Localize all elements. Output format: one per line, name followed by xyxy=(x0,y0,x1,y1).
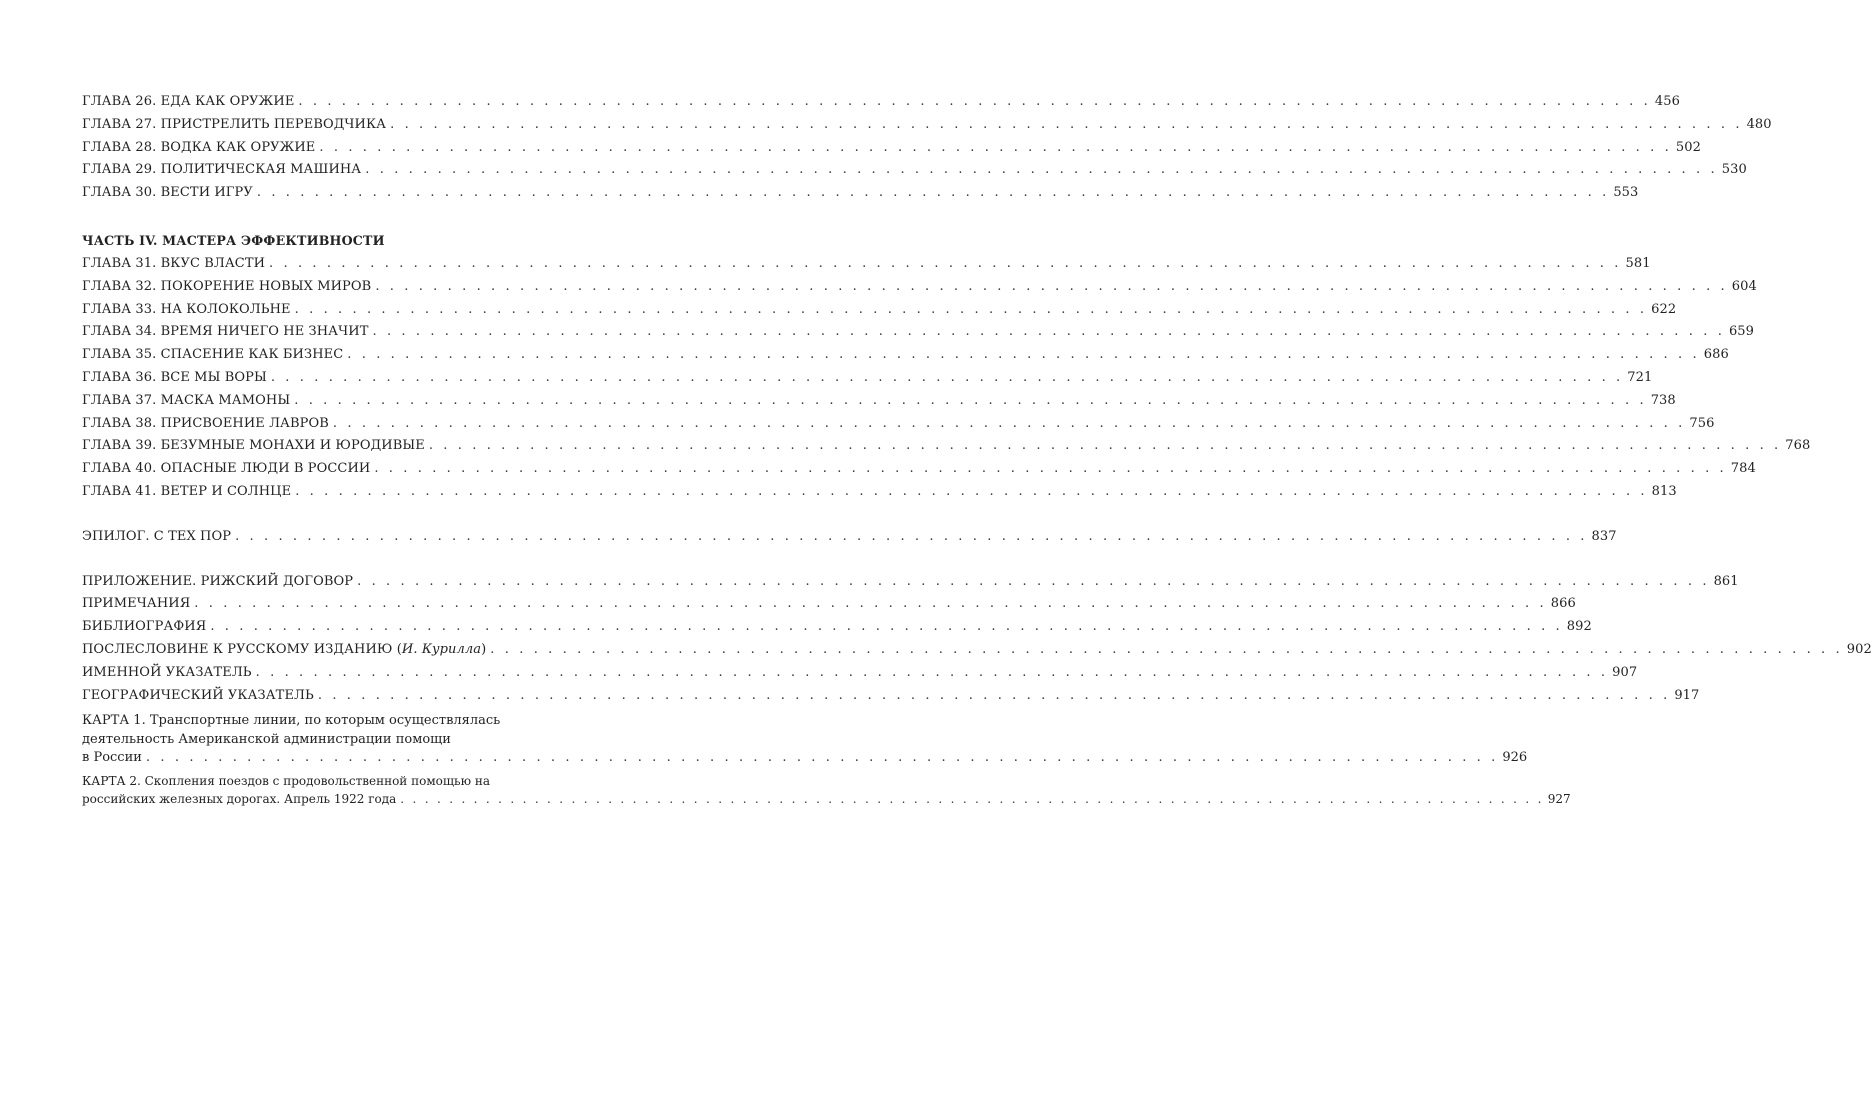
dot-leader: . . . . . . . . . . . . . . . . . . . . . . . . . . . . . . . . . . . . . . . . . . . . . . . . . . . . . . . . . . . . . . . . . . . . . . . . . . . . . . . . . . . . . . . . . . . . . . xyxy=(269,255,1622,271)
dot-leader: . . . . . . . . . . . . . . . . . . . . . . . . . . . . . . . . . . . . . . . . . . . . . . . . . . . . . . . . . . . . . . . . . . . . . . . . . . . . . . . . . . . . . . . . . . . . . . xyxy=(428,438,1782,454)
toc-entry-title: ГЛАВА 41. ВЕТЕР И СОЛНЦЕ xyxy=(82,483,292,499)
toc-entry-title: ГЛАВА 35. СПАСЕНИЕ КАК БИЗНЕС xyxy=(82,347,344,363)
afterword-title: ПОСЛЕСЛОВИНЕ К РУССКОМУ ИЗДАНИЮ ( xyxy=(82,641,402,657)
toc-entry-page: 892 xyxy=(1566,619,1592,635)
dot-leader: . . . . . . . . . . . . . . . . . . . . . . . . . . . . . . . . . . . . . . . . . . . . . . . . . . . . . . . . . . . . . . . . . . . . . . . . . . . . . . . . . . . . . . . . . . . . . . xyxy=(317,687,1671,703)
dot-leader: . . . . . . . . . . . . . . . . . . . . . . . . . . . . . . . . . . . . . . . . . . . . . . . . . . . . . . . . . . . . . . . . . . . . . . . . . . . . . . . . . . . . . . . . . . . . . . xyxy=(298,94,1651,109)
dot-leader: . . . . . . . . . . . . . . . . . . . . . . . . . . . . . . . . . . . . . . . . . . . . . . . . . . . . . . . . . . . . . . . . . . . . . . . . . . . . . . . . . . . . . . . . . . . . . . xyxy=(375,278,1728,294)
toc-entry-page: 456 xyxy=(1654,94,1680,109)
dot-leader: . . . . . . . . . . . . . . . . . . . . . . . . . . . . . . . . . . . . . . . . . . . . . . . . . . . . . . . . . . . . . . . . . . . . . . . . . . . . . . . . . . . . . . . . . . . . . . xyxy=(365,162,1718,178)
toc-entry-page: 902 xyxy=(1846,641,1872,657)
dot-leader: . . . . . . . . . . . . . . . . . . . . . . . . . . . . . . . . . . . . . . . . . . . . . . . . . . . . . . . . . . . . . . . . . . . . . . . . . . . . . . . . . . . . . . . . . . . . . . xyxy=(294,301,1648,317)
toc-entry-chapter-27[interactable] xyxy=(82,114,1772,137)
toc-entry-page: 604 xyxy=(1731,278,1757,294)
toc-entry-name-index[interactable] xyxy=(82,662,1638,685)
toc-entry-title: ГЛАВА 40. ОПАСНЫЕ ЛЮДИ В РОССИИ xyxy=(82,461,371,477)
dot-leader: . . . . . . . . . . . . . . . . . . . . . . . . . . . . . . . . . . . . . . . . . . . . . . . . . . . . . . . . . . . . . . . . . . . . . . . . . . . . . . . . . . . . . . . . . . . . . . xyxy=(210,619,1563,635)
back-matter-section xyxy=(82,571,1872,708)
toc-entry-page: 581 xyxy=(1625,255,1651,271)
toc-entry-chapter-31[interactable] xyxy=(82,253,1651,276)
toc-entry-chapter-29[interactable] xyxy=(82,159,1747,182)
toc-entry-page: 917 xyxy=(1674,687,1700,703)
dot-leader: . . . . . . . . . . . . . . . . . . . . . . . . . . . . . . . . . . . . . . . . . . . . . . . . . . . . . . . . . . . . . . . . . . . . . . . . . . . . . . . . . . . . . . . . . . . . . . xyxy=(347,347,1700,363)
toc-entry-page: 480 xyxy=(1746,116,1772,132)
toc-entry-page: 756 xyxy=(1689,415,1715,431)
toc-entry-title: ГЛАВА 37. МАСКА МАМОНЫ xyxy=(82,392,291,408)
dot-leader: . . . . . . . . . . . . . . . . . . . . . . . . . . . . . . . . . . . . . . . . . . . . . . . . . . . . . . . . . . . . . . . . . . . . . . . . . . . . . . . . . . . . . . . . . . . . . . xyxy=(270,369,1624,385)
toc-entry-page: 530 xyxy=(1721,162,1747,178)
toc-entry-map-2[interactable] xyxy=(82,772,1571,809)
toc-entry-page: 837 xyxy=(1591,528,1617,544)
map-2-line-1: КАРТА 2. Скопления поездов с продовольственной помощью на xyxy=(82,773,491,788)
toc-entry-notes[interactable] xyxy=(82,593,1576,616)
toc-entry-chapter-40[interactable] xyxy=(82,458,1756,481)
toc-entry-page: 659 xyxy=(1728,324,1755,340)
map-1-line-2: деятельность Американской администрации помощи xyxy=(82,731,451,747)
map-1-line-3: в России xyxy=(82,750,142,766)
dot-leader: . . . . . . . . . . . . . . . . . . . . . . . . . . . . . . . . . . . . . . . . . . . . . . . . . . . . . . . . . . . . . . . . . . . . . . . . . . . . . . . . . . . . . . . . . . . . . . xyxy=(256,185,1610,201)
toc-entry-appendix[interactable] xyxy=(82,571,1739,594)
toc-entry-chapter-33[interactable] xyxy=(82,299,1677,322)
chapter-list-part4 xyxy=(82,253,1811,504)
toc-entry-chapter-32[interactable] xyxy=(82,276,1757,299)
toc-entry-page: 926 xyxy=(1502,750,1528,766)
dot-leader: . . . . . . . . . . . . . . . . . . . . . . . . . . . . . . . . . . . . . . . . . . . . . . . . . . . . . . . . . . . . . . . . . . . . . . . . . . . . . . . . . . . . . . . . . . . . . . xyxy=(332,415,1686,431)
dot-leader: . . . . . . . . . . . . . . . . . . . . . . . . . . . . . . . . . . . . . . . . . . . . . . . . . . . . . . . . . . . . . . . . . . . . . . . . . . . . . . . . . . . . . . . . . . . . . . xyxy=(235,528,1588,544)
toc-entry-title: ГЛАВА 29. ПОЛИТИЧЕСКАЯ МАШИНА xyxy=(82,162,362,178)
toc-entry-page: 927 xyxy=(1547,792,1571,807)
map-2-line-2: российских железных дорогах. Апрель 1922 года xyxy=(82,792,397,807)
dot-leader: . . . . . . . . . . . . . . . . . . . . . . . . . . . . . . . . . . . . . . . . . . . . . . . . . . . . . . . . . . . . . . . . . . . . . . . . . . . . . . . . . . . . . . . . . . . . . . xyxy=(294,392,1647,408)
toc-entry-title: ПРИМЕЧАНИЯ xyxy=(82,596,191,612)
toc-entry-title: ГЛАВА 27. ПРИСТРЕЛИТЬ ПЕРЕВОДЧИКА xyxy=(82,116,387,132)
toc-entry-chapter-35[interactable] xyxy=(82,344,1729,367)
toc-entry-title: ГЛАВА 32. ПОКОРЕНИЕ НОВЫХ МИРОВ xyxy=(82,278,372,294)
toc-entry-page: 553 xyxy=(1613,185,1639,201)
toc-entry-page: 907 xyxy=(1612,664,1638,680)
toc-entry-title: ГЛАВА 30. ВЕСТИ ИГРУ xyxy=(82,185,253,201)
toc-entry-page: 768 xyxy=(1785,438,1811,454)
toc-entry-page: 622 xyxy=(1651,301,1677,317)
toc-entry-chapter-38[interactable] xyxy=(82,413,1715,436)
toc-entry-title: ПРИЛОЖЕНИЕ. РИЖСКИЙ ДОГОВОР xyxy=(82,573,354,589)
map-1-last-line xyxy=(82,749,1528,768)
toc-entry-chapter-39[interactable] xyxy=(82,435,1811,458)
toc-entry-title: ЭПИЛОГ. С ТЕХ ПОР xyxy=(82,528,232,544)
toc-entry-page: 861 xyxy=(1713,573,1739,589)
toc-entry-title: ГЛАВА 36. ВСЕ МЫ ВОРЫ xyxy=(82,369,267,385)
toc-entry-epilogue[interactable] xyxy=(82,526,1617,549)
dot-leader: . . . . . . . . . . . . . . . . . . . . . . . . . . . . . . . . . . . . . . . . . . . . . . . . . . . . . . . . . . . . . . . . . . . . . . . . . . . . . . . . . . . . . . . . . . . . . . xyxy=(145,750,1499,766)
toc-entry-title: ГЛАВА 31. ВКУС ВЛАСТИ xyxy=(82,255,266,271)
afterword-author: И. Курилла xyxy=(401,641,482,657)
toc-entry-chapter-37[interactable] xyxy=(82,390,1676,413)
dot-leader: . . . . . . . . . . . . . . . . . . . . . . . . . . . . . . . . . . . . . . . . . . . . . . . . . . . . . . . . . . . . . . . . . . . . . . . . . . . . . . . . . . . . . . . . . . . . . . xyxy=(390,116,1743,132)
toc-entry-chapter-30[interactable] xyxy=(82,182,1639,205)
dot-leader: . . . . . . . . . . . . . . . . . . . . . . . . . . . . . . . . . . . . . . . . . . . . . . . . . . . . . . . . . . . . . . . . . . . . . . . . . . . . . . . . . . . . . . . . . . . . . . xyxy=(194,596,1547,612)
toc-entry-afterword[interactable] xyxy=(82,639,1872,662)
toc-entry-page: 784 xyxy=(1730,461,1756,477)
map-2-last-line xyxy=(82,790,1571,809)
toc-entry-title: ИМЕННОЙ УКАЗАТЕЛЬ xyxy=(82,664,252,680)
toc-entry-bibliography[interactable] xyxy=(82,616,1592,639)
toc-entry-geographic-index[interactable] xyxy=(82,685,1700,708)
part-heading: ЧАСТЬ IV. МАСТЕРА ЭФФЕКТИВНОСТИ xyxy=(82,232,385,248)
toc-entry-page: 502 xyxy=(1675,139,1701,155)
toc-entry-page: 813 xyxy=(1651,483,1677,499)
toc-entry-chapter-34[interactable] xyxy=(82,321,1755,344)
toc-entry-title: ГЛАВА 34. ВРЕМЯ НИЧЕГО НЕ ЗНАЧИТ xyxy=(82,324,369,340)
dot-leader: . . . . . . . . . . . . . . . . . . . . . . . . . . . . . . . . . . . . . . . . . . . . . . . . . . . . . . . . . . . . . . . . . . . . . . . . . . . . . . . . . . . . . . . . . . . . . . xyxy=(372,324,1725,340)
toc-entry-title xyxy=(82,639,486,662)
dot-leader: . . . . . . . . . . . . . . . . . . . . . . . . . . . . . . . . . . . . . . . . . . . . . . . . . . . . . . . . . . . . . . . . . . . . . . . . . . . . . . . . . . . . . . . . . . . . . . xyxy=(400,792,1544,807)
toc-entry-page: 721 xyxy=(1627,369,1653,385)
toc-entry-chapter-36[interactable] xyxy=(82,367,1653,390)
toc-entry-title: ГЛАВА 33. НА КОЛОКОЛЬНЕ xyxy=(82,301,291,317)
toc-entry-page: 738 xyxy=(1650,392,1676,408)
epilogue-section xyxy=(82,526,1617,549)
toc-entry-title: ГЛАВА 39. БЕЗУМНЫЕ МОНАХИ И ЮРОДИВЫЕ xyxy=(82,438,425,454)
toc-entry-chapter-26[interactable] xyxy=(82,91,1680,114)
dot-leader: . . . . . . . . . . . . . . . . . . . . . . . . . . . . . . . . . . . . . . . . . . . . . . . . . . . . . . . . . . . . . . . . . . . . . . . . . . . . . . . . . . . . . . . . . . . . . . xyxy=(319,139,1672,155)
toc-entry-title: ГЛАВА 26. ЕДА КАК ОРУЖИЕ xyxy=(82,94,295,109)
toc-entry-title: ГЛАВА 38. ПРИСВОЕНИЕ ЛАВРОВ xyxy=(82,415,329,431)
dot-leader: . . . . . . . . . . . . . . . . . . . . . . . . . . . . . . . . . . . . . . . . . . . . . . . . . . . . . . . . . . . . . . . . . . . . . . . . . . . . . . . . . . . . . . . . . . . . . . xyxy=(490,641,1843,657)
dot-leader: . . . . . . . . . . . . . . . . . . . . . . . . . . . . . . . . . . . . . . . . . . . . . . . . . . . . . . . . . . . . . . . . . . . . . . . . . . . . . . . . . . . . . . . . . . . . . . xyxy=(374,461,1727,477)
toc-entry-page: 686 xyxy=(1703,347,1729,363)
dot-leader: . . . . . . . . . . . . . . . . . . . . . . . . . . . . . . . . . . . . . . . . . . . . . . . . . . . . . . . . . . . . . . . . . . . . . . . . . . . . . . . . . . . . . . . . . . . . . . xyxy=(255,664,1609,680)
toc-entry-chapter-28[interactable] xyxy=(82,137,1701,160)
table-of-contents xyxy=(82,91,1872,809)
toc-entry-map-1[interactable] xyxy=(82,712,1528,768)
toc-entry-title: ГЕОГРАФИЧЕСКИЙ УКАЗАТЕЛЬ xyxy=(82,687,314,703)
afterword-close: ) xyxy=(481,641,487,657)
toc-entry-title: ГЛАВА 28. ВОДКА КАК ОРУЖИЕ xyxy=(82,139,316,155)
dot-leader: . . . . . . . . . . . . . . . . . . . . . . . . . . . . . . . . . . . . . . . . . . . . . . . . . . . . . . . . . . . . . . . . . . . . . . . . . . . . . . . . . . . . . . . . . . . . . . xyxy=(295,483,1648,499)
toc-entry-chapter-41[interactable] xyxy=(82,481,1677,504)
dot-leader: . . . . . . . . . . . . . . . . . . . . . . . . . . . . . . . . . . . . . . . . . . . . . . . . . . . . . . . . . . . . . . . . . . . . . . . . . . . . . . . . . . . . . . . . . . . . . . xyxy=(357,573,1710,589)
chapter-list-part3 xyxy=(82,91,1772,205)
toc-entry-title: БИБЛИОГРАФИЯ xyxy=(82,619,207,635)
map-1-line-1: КАРТА 1. Транспортные линии, по которым осуществлялась xyxy=(82,713,501,729)
toc-entry-page: 866 xyxy=(1550,596,1576,612)
